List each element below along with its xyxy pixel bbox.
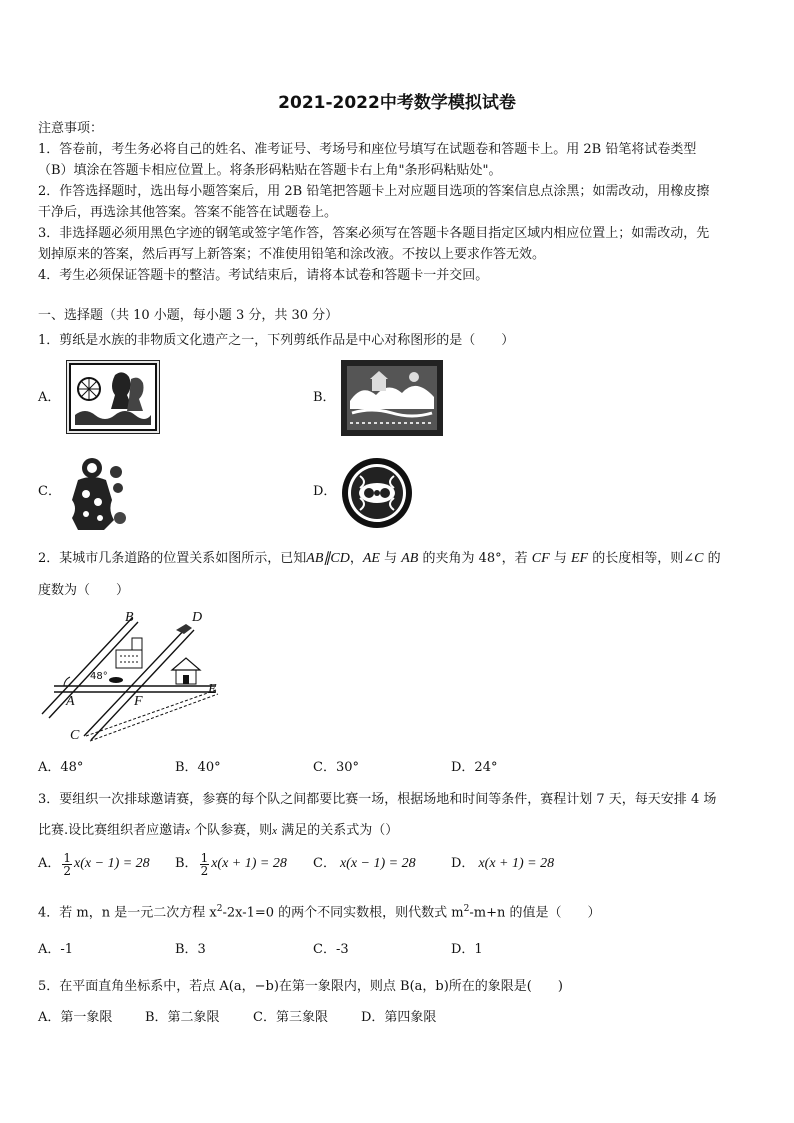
q2-option-a: A．48°: [38, 760, 84, 775]
road-diagram: [36, 608, 226, 744]
q2-option-d: D．24°: [451, 760, 498, 775]
notice-line: 干净后，再选涂其他答案。答案不能答在试题卷上。: [38, 205, 338, 220]
notice-line: 1．答卷前，考生务必将自己的姓名、准考证号、考场号和座位号填写在试题卷和答题卡上。用 2B 铅笔将试卷类型: [38, 142, 697, 157]
q2-option-c: C．30°: [313, 760, 359, 775]
q4-option-c: C．-3: [313, 942, 349, 957]
q5-option-a: A．第一象限: [38, 1010, 113, 1025]
q4-option-b: B．3: [175, 942, 206, 957]
question-3-stem-cont: 比赛.设比赛组织者应邀请x 个队参赛，则x 满足的关系式为（）: [38, 823, 399, 838]
question-4-stem: 4．若 m，n 是一元二次方程 $x^2-2x-1=0$ 的两个不同实数根，则代数式 $m^2-m+n$ 的值是（ ）: [38, 904, 601, 921]
papercut-image-a: [66, 360, 160, 434]
papercut-image-d: [340, 456, 414, 530]
q5-option-c: C．第三象限: [253, 1010, 328, 1025]
q4-option-d: D．1: [451, 942, 483, 957]
section-heading: 一、选择题（共 10 小题，每小题 3 分，共 30 分）: [38, 308, 339, 323]
question-5-stem: 5．在平面直角坐标系中，若点 A(a，−b)在第一象限内，则点 B(a，b)所在的象限是( ): [38, 979, 563, 994]
page-title: 2021-2022中考数学模拟试卷: [278, 93, 516, 113]
option-d-label: D．: [313, 484, 337, 499]
q2-option-b: B．40°: [175, 760, 221, 775]
angle-label: 48°: [90, 671, 108, 682]
q3-option-b: B． $\frac{1}{2}$ x(x + 1) = 28: [175, 850, 287, 878]
q3-option-d: D． x(x + 1) = 28: [451, 856, 555, 871]
option-a-label: A．: [38, 390, 61, 405]
q3-option-a: A． $\frac{1}{2}$ x(x − 1) = 28: [38, 850, 150, 878]
notice-heading: 注意事项：: [38, 121, 104, 136]
label-c: C: [70, 728, 80, 743]
label-e: E: [208, 682, 217, 697]
notice-line: （B）填涂在答题卡相应位置上。将条形码粘贴在答题卡右上角"条形码粘贴处"。: [38, 163, 502, 178]
question-1-stem: 1．剪纸是水族的非物质文化遗产之一，下列剪纸作品是中心对称图形的是（ ）: [38, 333, 515, 348]
label-b: B: [125, 610, 134, 625]
notice-line: 4．考生必须保证答题卡的整洁。考试结束后，请将本试卷和答题卡一并交回。: [38, 268, 489, 283]
option-c-label: C．: [38, 484, 61, 499]
option-b-label: B．: [313, 390, 336, 405]
notice-line: 3．非选择题必须用黑色字迹的钢笔或签字笔作答，答案必须写在答题卡各题目指定区域内相应位置上；如需改动，先: [38, 226, 710, 241]
papercut-image-b: [341, 360, 443, 436]
notice-line: 划掉原来的答案，然后再写上新答案；不准使用铅笔和涂改液。不按以上要求作答无效。: [38, 247, 546, 262]
label-a: A: [66, 694, 75, 709]
q5-option-d: D．第四象限: [361, 1010, 437, 1025]
question-2-stem-cont: 度数为（ ）: [38, 583, 130, 598]
question-2-stem: 2．某城市几条道路的位置关系如图所示，已知AB∥CD，AE 与 AB 的夹角为 48°，若 CF 与 EF 的长度相等，则∠C 的: [38, 551, 721, 566]
question-3-stem: 3．要组织一次排球邀请赛，参赛的每个队之间都要比赛一场，根据场地和时间等条件，赛程计划 7 天，每天安排 4 场: [38, 792, 717, 807]
label-f: F: [134, 694, 143, 709]
q3-option-c: C． x(x − 1) = 28: [313, 856, 416, 871]
label-d: D: [192, 610, 203, 625]
notice-line: 2．作答选择题时，选出每小题答案后，用 2B 铅笔把答题卡上对应题目选项的答案信息点涂黑；如需改动，用橡皮擦: [38, 184, 710, 199]
papercut-image-c: [64, 454, 128, 532]
q5-option-b: B．第二象限: [145, 1010, 220, 1025]
q4-option-a: A．-1: [38, 942, 74, 957]
